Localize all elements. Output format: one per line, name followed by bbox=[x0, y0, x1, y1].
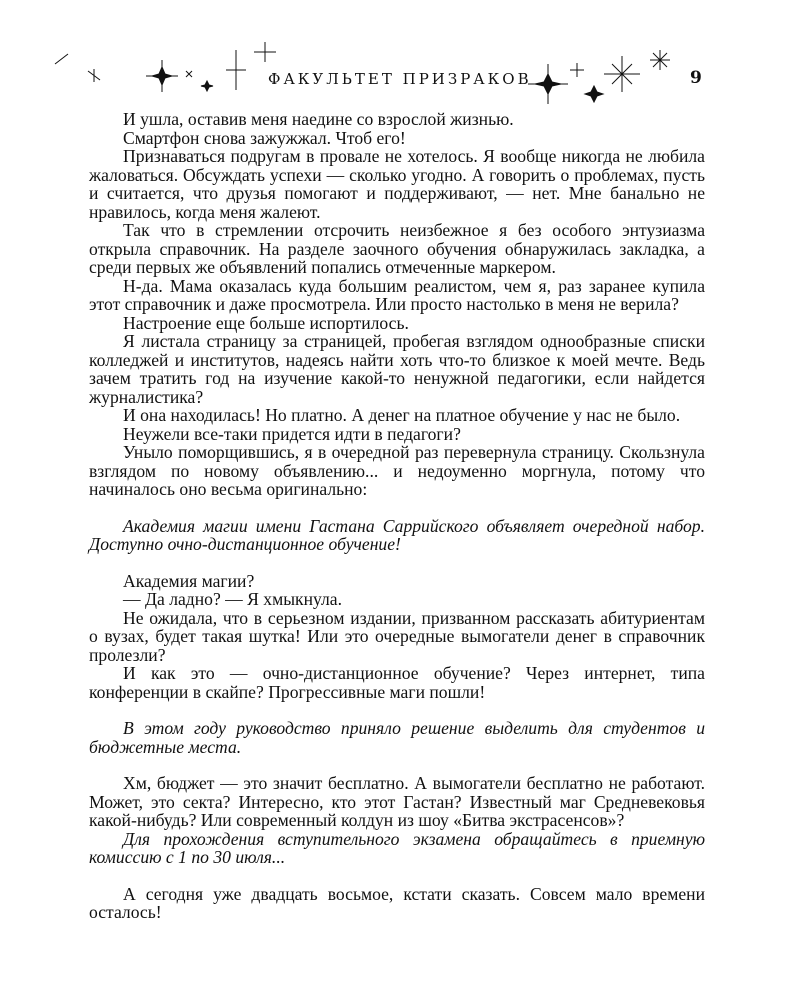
body-text bbox=[89, 110, 705, 922]
italic-announcement: В этом году руководство приняло решение выделить для студентов и бюджетные места. bbox=[89, 718, 705, 757]
paragraph: Академия магии? bbox=[123, 570, 255, 591]
paragraph: И она находилась! Но платно. А денег на платное обучение у нас не было. bbox=[123, 405, 681, 425]
paragraph: И как это — очно-дистанционное обучение? Через интернет, типа конференции в скайпе? Прогрессивные маги пошли! bbox=[89, 663, 705, 702]
page-number: 9 bbox=[690, 68, 702, 88]
paragraph: А сегодня уже двадцать восьмое, кстати сказать. Совсем мало времени осталось! bbox=[89, 883, 705, 922]
paragraph: Смартфон снова зажужжал. Чтоб его! bbox=[123, 127, 406, 148]
paragraph: И ушла, оставив меня наедине со взрослой жизнью. bbox=[123, 109, 514, 129]
paragraph: Настроение еще больше испортилось. bbox=[123, 312, 409, 333]
running-title: ФАКУЛЬТЕТ ПРИЗРАКОВ bbox=[268, 70, 532, 88]
paragraph: Хм, бюджет — это значит бесплатно. А вымогатели бесплатно не работают. Может, это секта? Интересно, кто этот Гастан? Известный маг Средневековья какой-нибудь? Или современный колдун из шоу «Битва экстрасенсов»? bbox=[89, 773, 705, 830]
paragraph: Признаваться подругам в провале не хотелось. Я вообще никогда не любила жаловаться. Обсуждать успехи — сколько угодно. А говорить о проблемах, пусть и считается, что друзья помогают и поддерживают, — нет. Мне банально не нравилось, когда меня жалеют. bbox=[89, 146, 705, 222]
paragraph: Неужели все-таки придется идти в педагоги? bbox=[123, 423, 461, 444]
italic-announcement: Для прохождения вступительного экзамена обращайтесь в приемную комиссию с 1 по 30 июля... bbox=[89, 828, 705, 867]
paragraph: Уныло поморщившись, я в очередной раз перевернула страницу. Скользнула взглядом по новому объявлению... и недоуменно моргнула, потому что начиналось оно весьма оригинально: bbox=[89, 442, 705, 499]
paragraph: Так что в стремлении отсрочить неизбежное я без особого энтузиазма открыла справочник. На разделе заочного обучения обнаружилась закладка, а среди первых же объявлений попались отмеченные маркером. bbox=[89, 220, 705, 277]
paragraph: Не ожидала, что в серьезном издании, призванном рассказать абитуриентам о вузах, будет такая шутка! Или это очередные вымогатели денег в справочник пролезли? bbox=[89, 607, 705, 665]
dialogue-line: — Да ладно? — Я хмыкнула. bbox=[123, 589, 343, 609]
page-header bbox=[0, 40, 800, 110]
italic-announcement: Академия магии имени Гастана Саррийского объявляет очередной набор. Доступно очно-дистанционное обучение! bbox=[89, 515, 705, 554]
paragraph: Н-да. Мама оказалась куда большим реалистом, чем я, раз заранее купила этот справочник и даже просмотрела. Или просто настолько в меня не верила? bbox=[89, 275, 705, 314]
paragraph: Я листала страницу за страницей, пробегая взглядом однообразные списки колледжей и институтов, надеясь найти хоть что-то близкое к моей мечте. Ведь зачем тратить год на изучение какой-то ненужной педагогики, если найдется журналистика? bbox=[89, 331, 705, 407]
